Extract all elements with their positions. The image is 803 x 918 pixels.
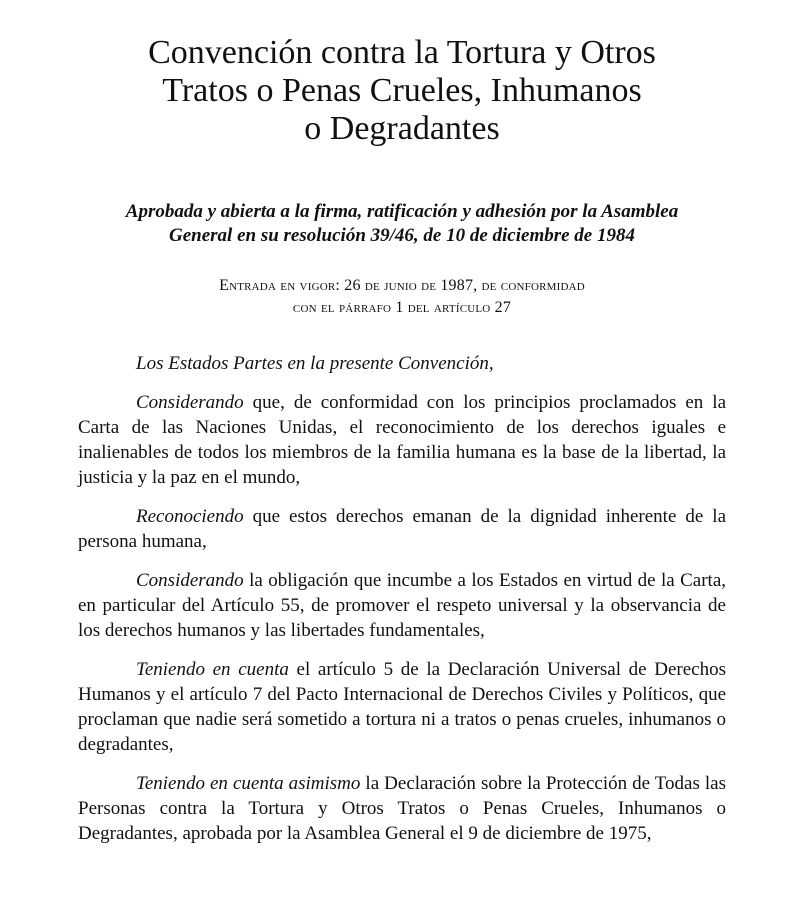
preamble-paragraph bbox=[78, 504, 726, 554]
paragraph-lead: Teniendo en cuenta asimismo bbox=[136, 773, 361, 794]
adoption-note bbox=[78, 200, 726, 248]
adoption-note-line: General en su resolución 39/46, de 10 de diciembre de 1984 bbox=[169, 225, 635, 246]
preamble-paragraph bbox=[78, 771, 726, 846]
entry-into-force-line: Entrada en vigor: 26 de junio de 1987, de conformidad bbox=[219, 277, 585, 294]
document-title bbox=[78, 34, 726, 148]
paragraph-text: que, de conformidad con los principios proclamados en la Carta de las Naciones Unidas, el reconocimiento de los derechos iguales e inalienables de todos los miembros de la familia humana es la base de la libertad, la justicia y la paz en el mundo, bbox=[78, 392, 726, 488]
preamble-intro: Los Estados Partes en la presente Convención, bbox=[136, 353, 494, 374]
paragraph-text: que estos derechos emanan de la dignidad inherente de la persona humana, bbox=[78, 506, 726, 552]
preamble-paragraph bbox=[78, 390, 726, 490]
paragraph-text: el artículo 5 de la Declaración Universal de Derechos Humanos y el artículo 7 del Pacto Internacional de Derechos Civiles y Políticos, que proclaman que nadie será sometido a tortura ni a tratos o penas crueles, inhumanos o degradantes, bbox=[78, 659, 727, 755]
entry-into-force-line: con el párrafo 1 del artículo 27 bbox=[292, 299, 512, 316]
paragraph-lead: Considerando bbox=[136, 392, 244, 413]
title-line: Convención contra la Tortura y Otros bbox=[148, 34, 656, 71]
title-line: o Degradantes bbox=[304, 110, 500, 147]
preamble bbox=[78, 351, 726, 846]
document-page bbox=[78, 0, 726, 860]
preamble-paragraph bbox=[78, 568, 726, 643]
title-line: Tratos o Penas Crueles, Inhumanos bbox=[162, 72, 642, 109]
adoption-note-line: Aprobada y abierta a la firma, ratificación y adhesión por la Asamblea bbox=[125, 201, 679, 222]
paragraph-lead: Reconociendo bbox=[136, 506, 244, 527]
preamble-paragraph bbox=[78, 657, 726, 757]
paragraph-lead: Considerando bbox=[136, 570, 244, 591]
paragraph-text: la Declaración sobre la Protección de Todas las Personas contra la Tortura y Otros Tratos o Penas Crueles, Inhumanos o Degradantes, aprobada por la Asamblea General el 9 de diciembre de 1975, bbox=[78, 773, 726, 844]
paragraph-text: la obligación que incumbe a los Estados en virtud de la Carta, en particular del Artículo 55, de promover el respeto universal y la observancia de los derechos humanos y las libertades fundamentales, bbox=[78, 570, 726, 641]
entry-into-force bbox=[78, 275, 726, 319]
paragraph-lead: Teniendo en cuenta bbox=[136, 659, 289, 680]
